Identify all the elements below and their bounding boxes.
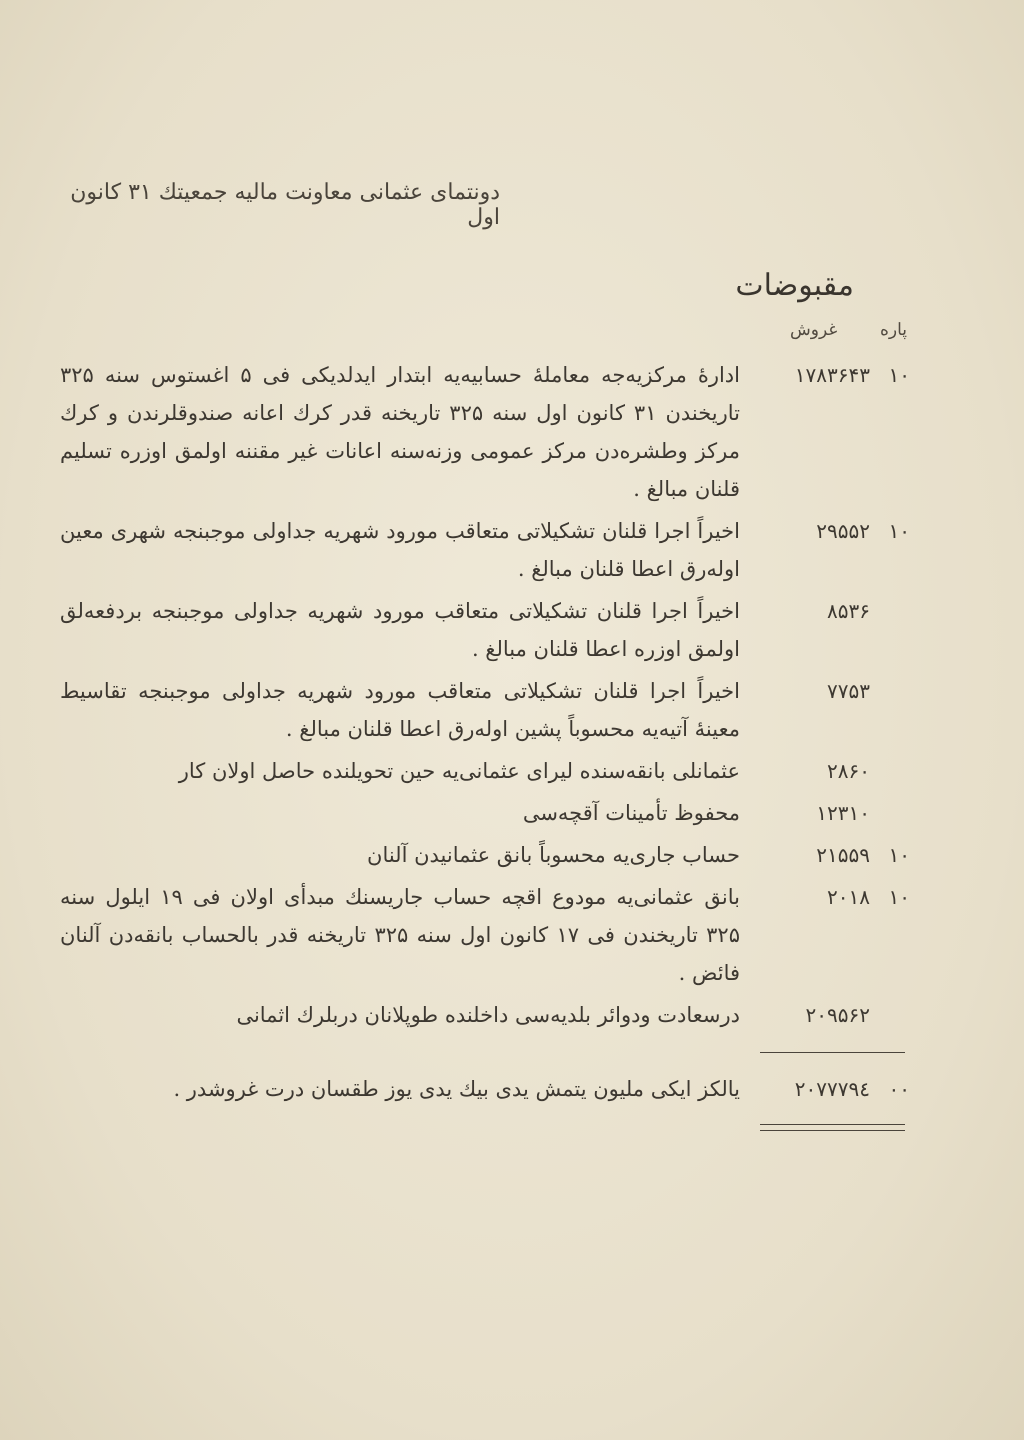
row-amount [760, 592, 910, 630]
amount-ghurush: ۸۵۳۶ [827, 599, 870, 623]
ledger-row [60, 672, 910, 748]
amount-para [880, 794, 910, 832]
row-amount [760, 356, 910, 394]
ledger-row [60, 752, 910, 790]
column-header-ghurush: غروش [790, 320, 838, 340]
row-amount [760, 794, 910, 832]
amount-ghurush: ۷۷۵۳ [827, 679, 870, 703]
ledger-row [60, 836, 910, 874]
amount-para: ۱۰ [888, 519, 910, 543]
ledger-row [60, 356, 910, 508]
row-amount [760, 672, 910, 710]
amount-para [880, 996, 910, 1034]
row-amount [760, 878, 910, 916]
amount-ghurush: ۲۰۱۸ [827, 885, 870, 909]
amount-para: ۱۰ [888, 363, 910, 387]
total-row [60, 1070, 910, 1108]
column-header-para: پاره [880, 320, 908, 340]
double-rule-upper [760, 1124, 905, 1125]
total-amount [760, 1070, 910, 1108]
row-description: درسعادت ودوائر بلديه‌سی داخلنده طوپلانان دربلرك اثمانی [236, 1003, 740, 1027]
row-amount [760, 512, 910, 550]
row-description: عثمانلی بانقه‌سنده ليرای عثمانی‌يه حين تحويلنده حاصل اولان كار [178, 759, 740, 783]
amount-ghurush: ۲۹۵۵۲ [816, 519, 870, 543]
double-rule-lower [760, 1130, 905, 1131]
amount-ghurush: ۲۱۵۵۹ [816, 843, 870, 867]
sum-rule [760, 1052, 905, 1053]
amount-ghurush: ۱۲۳۱۰ [816, 801, 870, 825]
ledger-row [60, 794, 910, 832]
amount-ghurush: ۲۰۹۵۶۲ [805, 1003, 870, 1027]
row-description: حساب جاری‌يه محسوباً بانق عثمانيدن آلنان [367, 843, 740, 867]
ledger-table [60, 356, 910, 1038]
amount-para: ۱۰ [888, 885, 910, 909]
row-amount [760, 836, 910, 874]
ledger-row [60, 512, 910, 588]
page-header: دونتمای عثمانی معاونت ماليه جمعيتك ۳۱ كانون اول [70, 180, 500, 230]
amount-para [880, 592, 910, 630]
amount-para: ۱۰ [888, 843, 910, 867]
amount-ghurush: ۱۷۸۳۶۴۳ [794, 363, 870, 387]
row-description: اخيراً اجرا قلنان تشكيلاتی متعاقب مورود شهريه جداولی موجبنجه شهری معين اوله‌رق اعطا قلنان مبالغ . [60, 519, 740, 581]
amount-para [880, 672, 910, 710]
amount-ghurush: ۲۸۶۰ [827, 759, 870, 783]
ledger-row [60, 592, 910, 668]
total-para: ۰۰ [888, 1077, 910, 1101]
row-description: اخيراً اجرا قلنان تشكيلاتی متعاقب مورود شهريه جداولی موجبنجه تقاسيط معينهٔ آتيه‌يه محسوباً پشين اوله‌رق اعطا قلنان مبالغ . [60, 679, 740, 741]
row-amount [760, 752, 910, 790]
row-description: اخيراً اجرا قلنان تشكيلاتی متعاقب مورود شهريه جداولی موجبنجه بردفعه‌لق اولمق اوزره اعطا قلنان مبالغ . [60, 599, 740, 661]
row-description: بانق عثمانی‌يه مودوع اقچه حساب جاريسنك مبدأی اولان فی ۱۹ ايلول سنه ۳۲۵ تاريخندن فی ۱۷ كانون اول سنه ۳۲۵ تاريخنه قدر بالحساب بانقه‌دن آلنان فائض . [60, 885, 740, 985]
ledger-row [60, 996, 910, 1034]
section-title: مقبوضات [735, 268, 854, 303]
ledger-row [60, 878, 910, 992]
row-description: ادارهٔ مركزيه‌جه معاملهٔ حسابيه‌يه ابتدار ايدلديكی فی ۵ اغستوس سنه ۳۲۵ تاريخندن ۳۱ كانون اول سنه ۳۲۵ تاريخنه قدر كرك اعانه صندوقلرندن و كرك مركز وطشره‌دن مركز عمومی وزنه‌سنه اعانات غير مقننه اولمق اوزره تسليم قلنان مبالغ . [60, 363, 741, 501]
total-ghurush: ۲۰۷۷۷۹٤ [794, 1077, 870, 1101]
amount-para [880, 752, 910, 790]
row-description: محفوظ تأمينات آقچه‌سی [522, 801, 740, 825]
row-amount [760, 996, 910, 1034]
total-description: يالكز ايكی مليون يتمش يدی بيك يدی يوز طقسان درت غروشدر . [173, 1077, 740, 1101]
